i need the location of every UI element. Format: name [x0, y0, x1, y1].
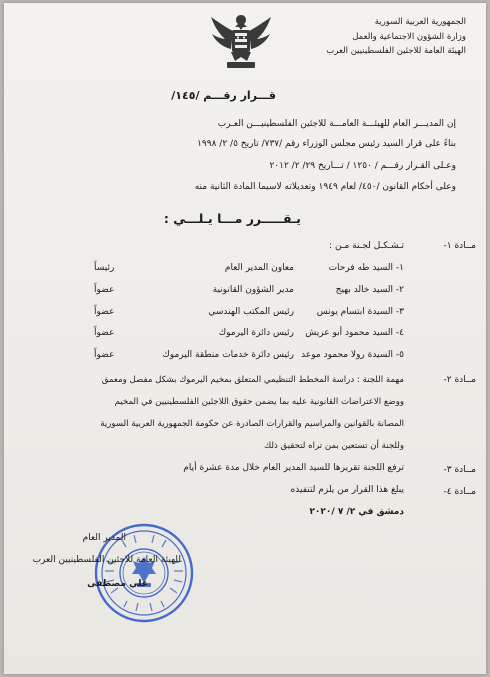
article-4-text: يبلغ هذا القرار من يلزم لتنفيذه [290, 485, 404, 495]
article-3-label: مــادة ٣- [443, 465, 476, 475]
header-ministry: وزارة الشؤون الاجتماعية والعمل [352, 32, 466, 42]
member-position: مدير الشؤون القانونية [212, 285, 294, 295]
header-country: الجمهورية العربية السورية [374, 17, 466, 27]
member-name: ١- السيد طه فرحات [328, 263, 404, 273]
signature-organization: للهيئة العامة للاجئين الفلسطينيين العرب [32, 555, 181, 565]
committee-member-row [94, 285, 404, 299]
article-4-label: مــادة ٤- [443, 487, 476, 497]
decision-number: قـــرار رقـــم /١٤٥/ [171, 89, 276, 102]
signature-title: المدير العام [82, 533, 126, 543]
document-page [4, 3, 486, 674]
signatory-name: علي مصطفى [87, 579, 148, 589]
member-name: ٥- السيدة رولا محمود موعد [301, 350, 404, 360]
member-position: رئيس دائرة خدمات منطقة اليرموك [162, 350, 294, 360]
article-2-line-2: ووضع الاعتراضات القانونية عليه بما يضمن حقوق اللاجئين الفلسطينيين في المخيم [114, 397, 404, 407]
header-authority: الهيئة العامة للاجئين الفلسطينيين العرب [326, 46, 466, 56]
article-1-intro: تـشـكـل لجـنة مـن : [329, 241, 404, 251]
member-role: عضواً [94, 350, 115, 360]
preamble-line-2: بناءً على قرار السيد رئيس مجلس الوزراء رقم /٧٣٧/ تاريخ ٥/ ٢/ ١٩٩٨ [197, 139, 456, 149]
committee-member-row [94, 263, 404, 277]
member-position: معاون المدير العام [224, 263, 294, 273]
committee-member-row [94, 307, 404, 321]
decides-heading: يـقـــــرر مـــا يـلـــي : [163, 211, 301, 226]
committee-member-row [94, 328, 404, 342]
preamble-line-4: وعلى أحكام القانون /٤٥٠/ لعام ١٩٤٩ وتعديلاته لاسيما المادة الثانية منه [194, 182, 456, 192]
member-role: عضواً [94, 328, 115, 338]
date-line: دمشق في ٢/ ٧ /٢٠٢٠ [309, 507, 404, 517]
article-2-line-4: وللجنة أن تستعين بمن تراه لتحقيق ذلك [264, 441, 404, 451]
member-position: رئيس المكتب الهندسي [208, 307, 294, 317]
member-name: ٢- السيد خالد بهيج [335, 285, 404, 295]
member-role: عضواً [94, 285, 115, 295]
article-2-label: مــادة ٢- [443, 375, 476, 385]
member-name: ٤- السيد محمود أبو عريش [305, 328, 404, 338]
syrian-eagle-emblem-icon [209, 11, 273, 73]
article-2-line-1: مهمة اللجنة : دراسة المخطط التنظيمي المتعلق بمخيم اليرموك بشكل مفصل ومعمق [101, 375, 404, 385]
article-1-label: مــادة ١- [443, 241, 476, 251]
member-role: رئيساً [94, 263, 115, 273]
article-2-line-3: المصانة بالقوانين والمراسيم والقرارات الصادرة عن حكومة الجمهورية العربية السورية [100, 419, 404, 429]
member-name: ٣- السيدة ابتسام يونس [316, 307, 404, 317]
preamble-line-3: وعـلى القـرار رقـــم / ١٢٥٠ / تـــاريخ ٢٩/ ٢/ ٢٠١٢ [269, 161, 456, 171]
preamble-line-1: إن المديـــر العام للهيئـــة العامـــة للاجئين الفلسطينيـــن العـرب [217, 119, 456, 129]
member-position: رئيس دائرة اليرموك [218, 328, 294, 338]
committee-member-row [94, 350, 404, 364]
article-3-text: ترفع اللجنة تقريرها للسيد المدير العام خلال مدة عشرة أيام [183, 463, 404, 473]
member-role: عضواً [94, 307, 115, 317]
